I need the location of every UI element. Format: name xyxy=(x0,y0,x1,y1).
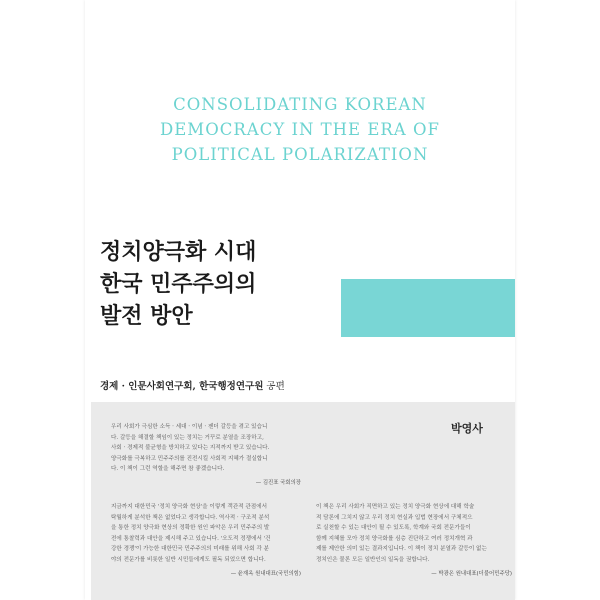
publisher-logo: 박영사 xyxy=(451,422,483,435)
blurb-panel xyxy=(91,402,515,600)
accent-block xyxy=(341,279,515,337)
quote-2 xyxy=(111,502,301,579)
quote-3 xyxy=(316,502,512,579)
book-cover xyxy=(85,0,515,600)
quote-text: 우리 사회가 극심한 소득 · 세대 · 이념 · 젠더 갈등을 겪고 있습니 다. 갈등을 해결할 책임이 있는 정치는 거꾸로 분열을 조장하고, 사회 · 경제적 불균형을 방치하고 있다는 지적까지 받고 있습니다. 양극화를 극복하고 민주주의를 진전시킬 사회적 지혜가 절실합니 다. 이 책이 그런 역할을 해주면 참 좋겠습니다. xyxy=(111,424,270,473)
authors-role: 공편 xyxy=(263,381,285,392)
quote-text: 이 책은 우리 사회가 직면하고 있는 정치 양극화 현상에 대해 학술 적 담론에 그치지 않고 우리 정치 현실과 입법 현장에서 구체적으 로 실천할 수 있는 대안이 될 수 있도록, 학계와 국회 전문가들이 함께 지혜를 모아 정치 양극화를 심층 진단하고 여러 정치개혁 과 제를 제안한 의미 있는 결과지입니다. 이 책이 정치 분열과 갈등이 없는 정치인은 물론 모든 일반인의 일독을 권합니다. xyxy=(316,504,487,563)
authors: 경제 · 인문사회연구회, 한국행정연구원 xyxy=(100,381,264,392)
korean-title: 정치양극화 시대 한국 민주주의의 발전 방안 xyxy=(100,240,257,329)
english-title: CONSOLIDATING KOREAN DEMOCRACY IN THE ERA OF POLITICAL POLARIZATION xyxy=(160,95,440,164)
quote-1 xyxy=(111,422,301,489)
quote-attribution: — 김진표 국회의장 xyxy=(255,479,301,486)
authors-line xyxy=(100,378,285,392)
quote-text: 지금까지 대한민국 '정치 양극화 현상'을 이렇게 객관적 관점에서 탁월하게 분석한 책은 없었다고 생각합니다. 역사적 · 구조적 분석 을 통한 정치 양극화 현상의 정확한 원인 파악은 우리 민주주의 발 전에 통찰력과 대안을 제시해 주고 있습니다. '오도적 정쟁에서 '건 강한 경쟁'이 가능한 대한민국 민주주의의 미래를 위해 사회 각 분 야의 전문가를 비롯한 일반 시민들에게도 필독 되었으면 합니다. xyxy=(111,504,271,563)
quote-attribution: — 박광온 원내대표(더불어민주당) xyxy=(431,570,512,577)
quote-attribution: — 윤재옥 원내대표(국민의힘) xyxy=(230,570,301,577)
